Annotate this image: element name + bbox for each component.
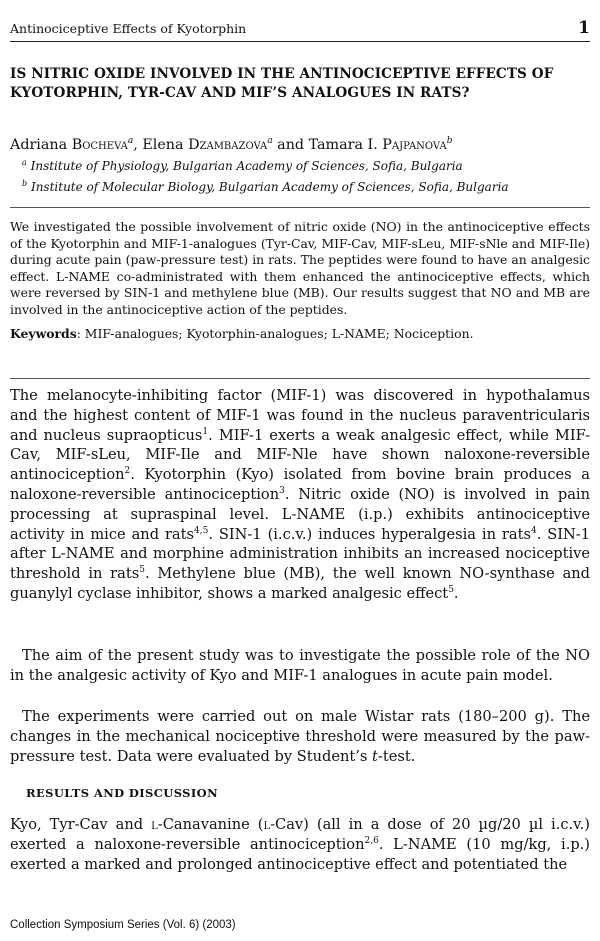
affiliation-b: $^b$ Institute of Molecular Biology, Bulgarian Academy of Sciences, Sofia, Bulgaria: [22, 179, 509, 194]
author-3: Tamara I. Pajpanova$^b$: [308, 136, 453, 153]
section-heading: RESULTS AND DISCUSSION: [26, 786, 218, 800]
keywords: [10, 326, 474, 341]
author-1: Adriana Bocheva$^a$: [10, 136, 134, 153]
paragraph-intro: The melanocyte-inhibiting factor (MIF-1) was discovered in hypothalamus and the highest content of MIF-1 was found in the nucleus paraventricularis and nucleus supraopticus$^1$. MIF-1 exerts a weak analgesic effect, while MIF-Cav, MIF-sLeu, MIF-Ile and MIF-Nle have shown naloxone-reversible antinociception$^2$. Kyotorphin (Kyo) isolated from bovine brain produces a naloxone-reversible antinociception$^3$. Nitric oxide (NO) is involved in pain processing at supraspinal level. L-NAME (i.p.) exhibits antinociceptive activity in mice and rats$^{4,5}$. SIN-1 (i.c.v.) induces hyperalgesia in rats$^4$. SIN-1 after L-NAME and morphine administration inhibits an increased nociceptive threshold in rats$^5$. Methylene blue (MB), the well known NO-synthase and guanylyl cyclase inhibitor, shows a marked analgesic effect$^5$.: [10, 387, 591, 602]
abstract-box: [10, 207, 590, 379]
keywords-list: : MIF-analogues; Kyotorphin-analogues; L-NAME; Nociception.: [76, 326, 474, 341]
article-title: IS NITRIC OXIDE INVOLVED IN THE ANTINOCICEPTIVE EFFECTS OF KYOTORPHIN, TYR-CAV AND MIF’S ANALOGUES IN RATS?: [10, 66, 554, 101]
page-footer: Collection Symposium Series (Vol. 6) (2003): [10, 919, 236, 931]
affiliation-a: $^a$ Institute of Physiology, Bulgarian Academy of Sciences, Sofia, Bulgaria: [22, 158, 463, 173]
author-2: Elena Dzambazova$^a$: [142, 136, 273, 153]
page-number: 1: [578, 18, 590, 38]
paragraph-aim: The aim of the present study was to investigate the possible role of the NO in the analgesic activity of Kyo and MIF-1 analogues in acute pain model.: [10, 647, 590, 684]
keywords-label: Keywords: [10, 326, 77, 341]
paragraph-methods: The experiments were carried out on male Wistar rats (180–200 g). The changes in the mechanical nociceptive threshold were measured by the paw-pressure test. Data were evaluated by Student’s t-test.: [10, 708, 590, 765]
paragraph-results: Kyo, Tyr-Cav and l-Canavanine (l-Cav) (all in a dose of 20 µg/20 µl i.c.v.) exerted a naloxone-reversible antinociception$^{2,6}$. L-NAME (10 mg/kg, i.p.) exerted a marked and prolonged antinociceptive effect and potentiated the: [10, 816, 591, 873]
abstract-text: We investigated the possible involvement of nitric oxide (NO) in the antinociceptive effects of the Kyotorphin and MIF-1-analogues (Tyr-Cav, MIF-Cav, MIF-sLeu, MIF-sNle and MIF-Ile) during acute pain (paw-pressure test) in rats. The peptides were found to have an analgesic effect. L-NAME co-administrated with them enhanced the antinociceptive effects, which were reversed by SIN-1 and methylene blue (MB). Our results suggest that NO and MB are involved in the antinociceptive action of the peptides.: [10, 219, 590, 317]
running-header: [10, 19, 590, 42]
affiliations: [22, 154, 592, 196]
running-title: Antinociceptive Effects of Kyotorphin: [10, 21, 247, 36]
author-list: Adriana Bocheva$^a$, Elena Dzambazova$^a$ and Tamara I. Pajpanova$^b$: [10, 136, 453, 153]
